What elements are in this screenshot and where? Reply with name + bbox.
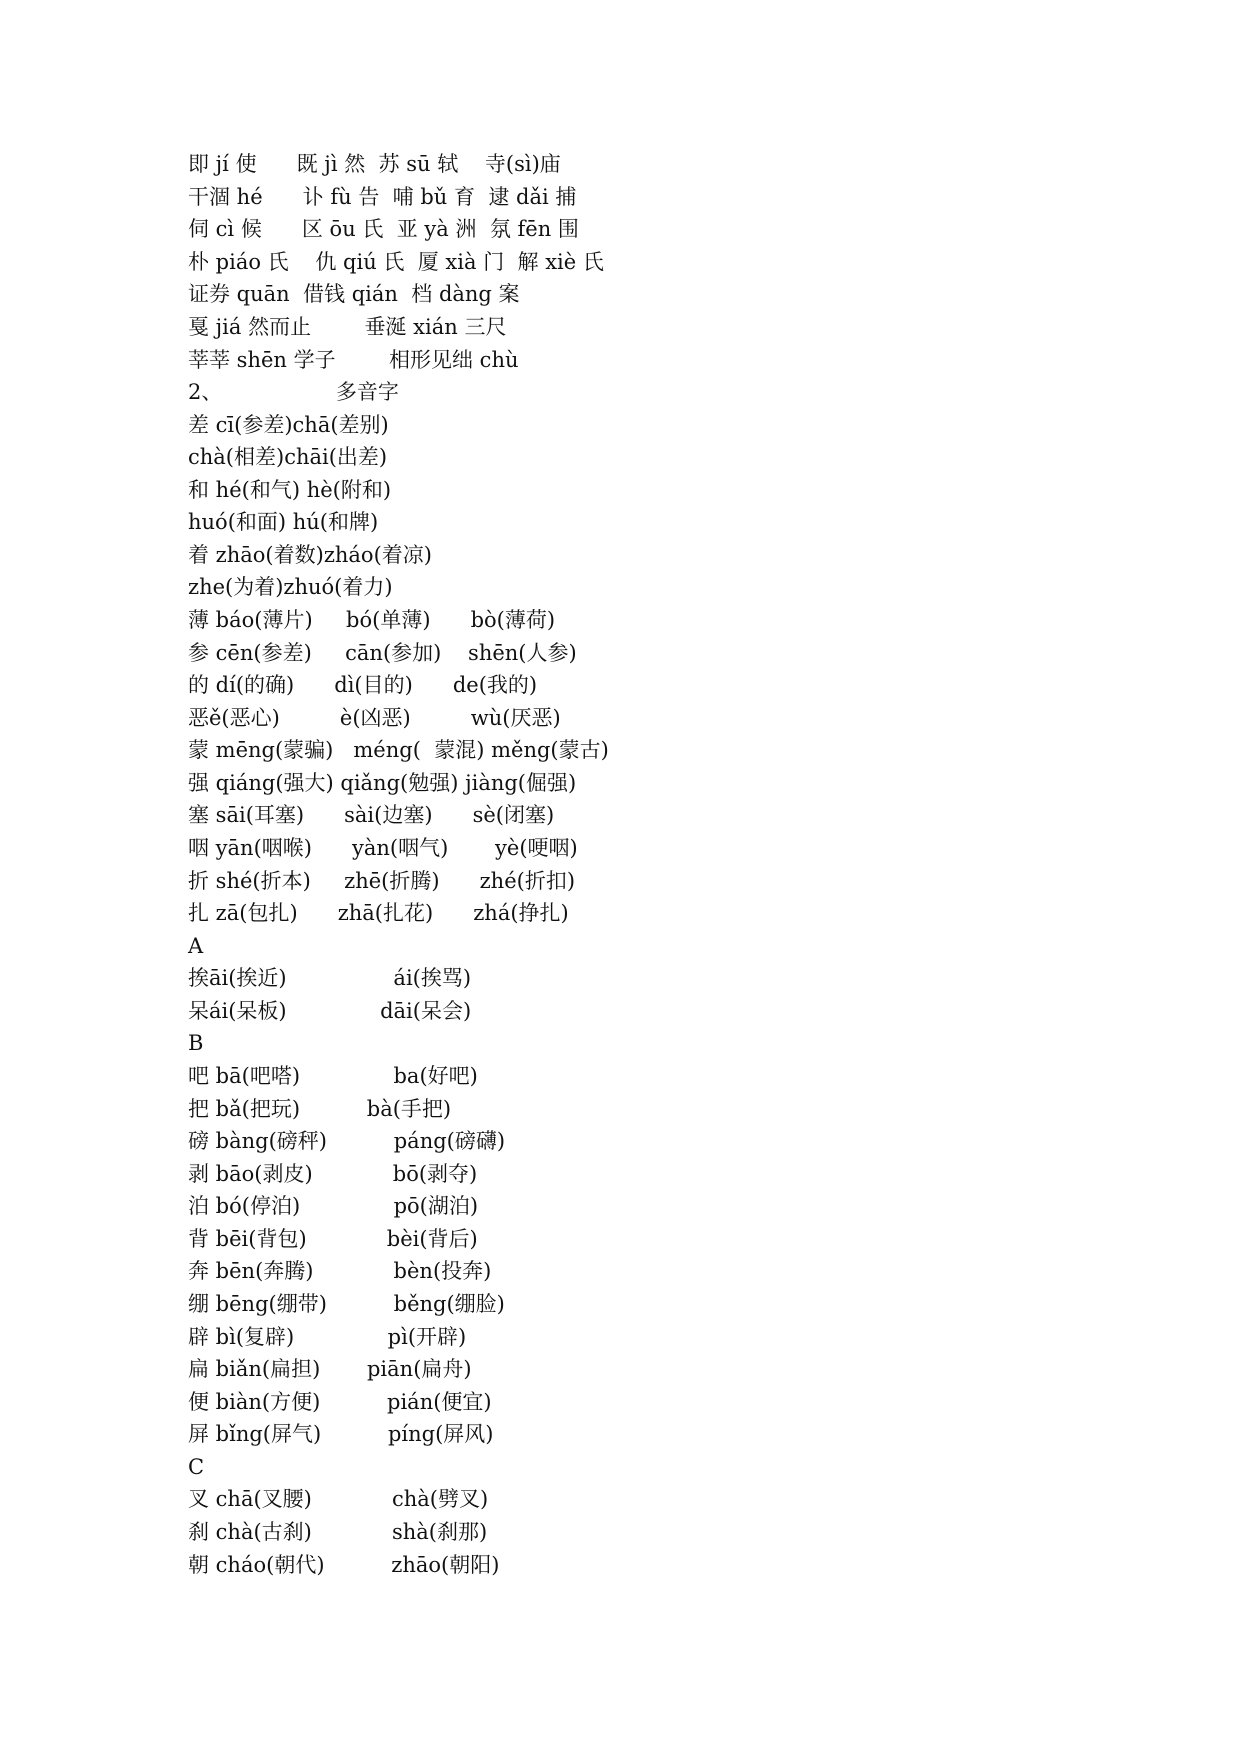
text-line: 叉 chā(叉腰) chà(劈叉): [188, 1487, 489, 1511]
text-line: 伺 cì 候 区 ōu 氏 亚 yà 洲 氛 fēn 围: [188, 217, 579, 241]
section-letter: A: [188, 934, 204, 958]
section-heading: 2、 多音字: [188, 380, 399, 404]
text-line: 薄 báo(薄片) bó(单薄) bò(薄荷): [188, 608, 556, 632]
text-line: 奔 bēn(奔腾) bèn(投奔): [188, 1259, 492, 1283]
text-line: 辟 bì(复辟) pì(开辟): [188, 1325, 467, 1349]
text-line: 呆ái(呆板) dāi(呆会): [188, 999, 472, 1023]
text-line: 背 bēi(背包) bèi(背后): [188, 1227, 478, 1251]
text-line: 朝 cháo(朝代) zhāo(朝阳): [188, 1553, 500, 1577]
section-letter: C: [188, 1455, 205, 1479]
text-line: 塞 sāi(耳塞) sài(边塞) sè(闭塞): [188, 803, 555, 827]
text-line: 和 hé(和气) hè(附和): [188, 478, 392, 502]
text-line: 剥 bāo(剥皮) bō(剥夺): [188, 1162, 478, 1186]
text-line: 的 dí(的确) dì(目的) de(我的): [188, 673, 538, 697]
text-line: 干涸 hé 讣 fù 告 哺 bǔ 育 逮 dǎi 捕: [188, 185, 577, 209]
text-line: 扎 zā(包扎) zhā(扎花) zhá(挣扎): [188, 901, 569, 925]
section-letter: B: [188, 1031, 204, 1055]
text-line: 恶ě(恶心) è(凶恶) wù(厌恶): [188, 706, 561, 730]
text-line: 泊 bó(停泊) pō(湖泊): [188, 1194, 479, 1218]
text-line: 差 cī(参差)chā(差别): [188, 413, 389, 437]
text-line: 强 qiáng(强大) qiǎng(勉强) jiàng(倔强): [188, 771, 577, 795]
text-line: 朴 piáo 氏 仇 qiú 氏 厦 xià 门 解 xiè 氏: [188, 250, 604, 274]
text-line: 刹 chà(古刹) shà(刹那): [188, 1520, 488, 1544]
text-line: 挨āi(挨近) ái(挨骂): [188, 966, 472, 990]
text-line: 折 shé(折本) zhē(折腾) zhé(折扣): [188, 869, 576, 893]
text-line: 莘莘 shēn 学子 相形见绌 chù: [188, 348, 519, 372]
text-line: 吧 bā(吧嗒) ba(好吧): [188, 1064, 478, 1088]
text-line: chà(相差)chāi(出差): [188, 445, 388, 469]
text-line: 参 cēn(参差) cān(参加) shēn(人参): [188, 641, 577, 665]
text-line: 即 jí 使 既 jì 然 苏 sū 轼 寺(sì)庙: [188, 152, 561, 176]
text-line: 蒙 mēng(蒙骗) méng( 蒙混) měng(蒙古): [188, 738, 609, 762]
text-line: 着 zhāo(着数)zháo(着凉): [188, 543, 432, 567]
text-line: zhe(为着)zhuó(着力): [188, 575, 393, 599]
text-line: 咽 yān(咽喉) yàn(咽气) yè(哽咽): [188, 836, 578, 860]
text-line: 绷 bēng(绷带) běng(绷脸): [188, 1292, 505, 1316]
text-line: 戛 jiá 然而止 垂涎 xián 三尺: [188, 315, 507, 339]
text-line: huó(和面) hú(和牌): [188, 510, 379, 534]
text-line: 把 bǎ(把玩) bà(手把): [188, 1097, 452, 1121]
text-line: 证券 quān 借钱 qián 档 dàng 案: [188, 282, 520, 306]
text-line: 扁 biǎn(扁担) piān(扁舟): [188, 1357, 472, 1381]
text-line: 便 biàn(方便) pián(便宜): [188, 1390, 492, 1414]
text-line: 磅 bàng(磅秤) páng(磅礴): [188, 1129, 506, 1153]
text-line: 屏 bǐng(屏气) píng(屏风): [188, 1422, 494, 1446]
